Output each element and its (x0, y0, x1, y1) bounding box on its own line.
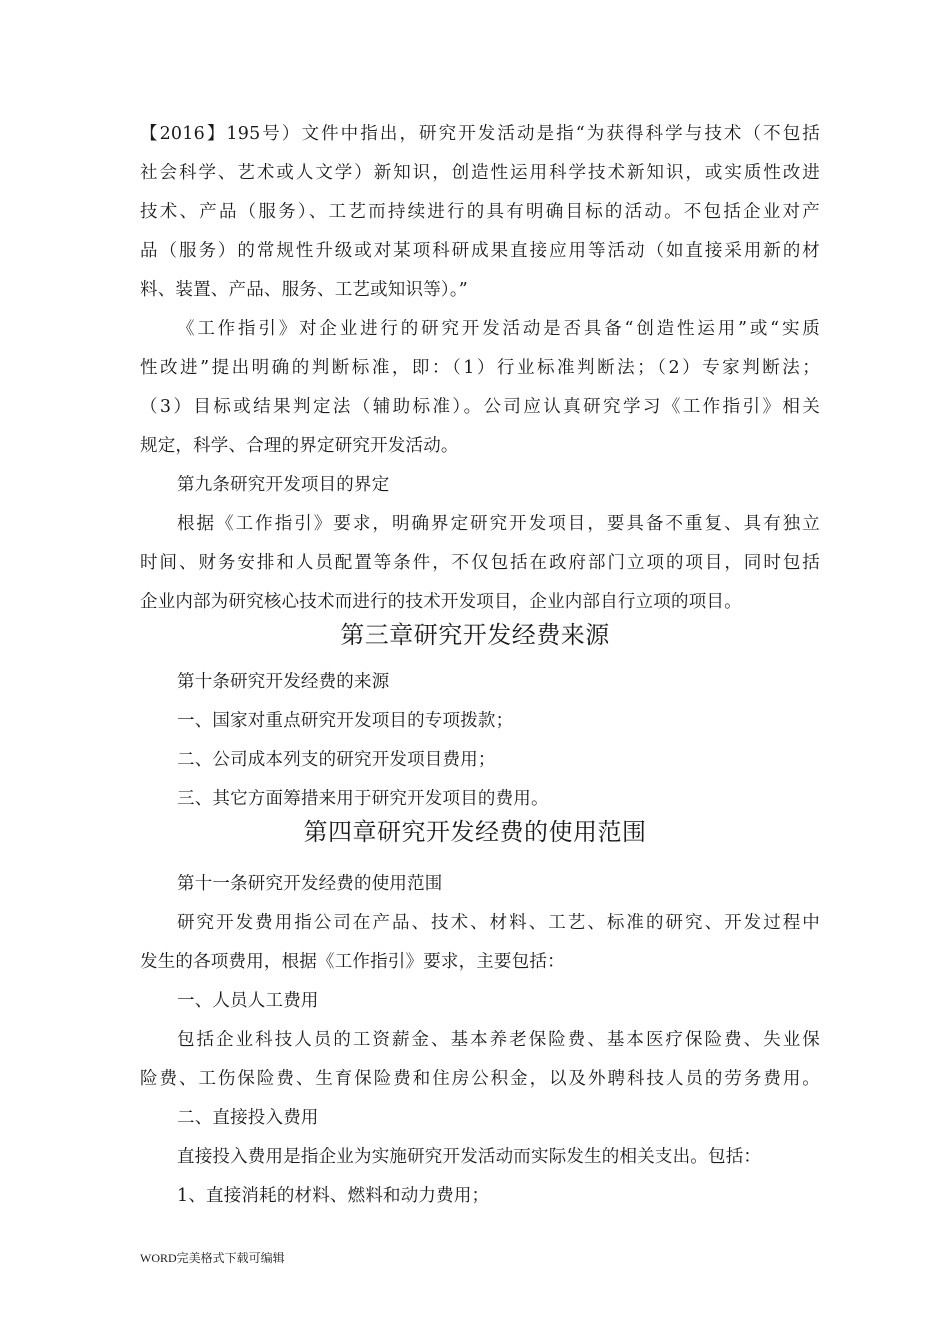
article-9-line-3: 企业内部为研究核心技术而进行的技术开发项目，企业内部自行立项的项目。 (140, 592, 742, 612)
source-item-3: 三、其它方面筹措来用于研究开发项目的费用。 (177, 789, 549, 809)
expense-item-1-line-1: 包括企业科技人员的工资薪金、基本养老保险费、基本医疗保险费、失业保 (177, 1030, 820, 1050)
source-item-1: 一、国家对重点研究开发项目的专项拨款； (177, 711, 514, 731)
article-11-intro-line-1: 研究开发费用指公司在产品、技术、材料、工艺、标准的研究、开发过程中 (177, 913, 820, 933)
chapter-3-heading: 第三章研究开发经费来源 (340, 621, 610, 649)
article-9-title: 第九条研究开发项目的界定 (177, 475, 390, 495)
paragraph-1-line-3: 技术、产品（服务）、工艺而持续进行的具有明确目标的活动。不包括企业对产 (140, 202, 820, 222)
paragraph-2-line-3: （3）目标或结果判定法（辅助标准）。公司应认真研究学习《工作指引》相关 (140, 397, 820, 417)
expense-item-2-sub-1: 1、直接消耗的材料、燃料和动力费用； (177, 1186, 490, 1206)
article-11-intro-line-2: 发生的各项费用，根据《工作指引》要求，主要包括： (140, 952, 565, 972)
expense-item-1-title: 一、人员人工费用 (177, 991, 319, 1011)
article-9-line-2: 时间、财务安排和人员配置等条件，不仅包括在政府部门立项的项目，同时包括 (140, 553, 820, 573)
source-item-2: 二、公司成本列支的研究开发项目费用； (177, 750, 496, 770)
expense-item-2-title: 二、直接投入费用 (177, 1108, 319, 1128)
paragraph-1-line-1: 【2016】195号）文件中指出，研究开发活动是指“为获得科学与技术（不包括 (140, 124, 820, 144)
page-footer: WORD完美格式下载可编辑 (140, 1251, 285, 1265)
expense-item-2-line: 直接投入费用是指企业为实施研究开发活动而实际发生的相关支出。包括： (177, 1147, 762, 1167)
paragraph-1-line-4: 品（服务）的常规性升级或对某项科研成果直接应用等活动（如直接采用新的材 (140, 241, 820, 261)
article-10-title: 第十条研究开发经费的来源 (177, 672, 390, 692)
article-11-title: 第十一条研究开发经费的使用范围 (177, 874, 443, 894)
expense-item-1-line-2: 险费、工伤保险费、生育保险费和住房公积金，以及外聘科技人员的劳务费用。 (140, 1069, 820, 1089)
paragraph-2-line-1: 《工作指引》对企业进行的研究开发活动是否具备“创造性运用”或“实质 (177, 319, 820, 339)
paragraph-2-line-4: 规定，科学、合理的界定研究开发活动。 (140, 436, 459, 456)
article-9-line-1: 根据《工作指引》要求，明确界定研究开发项目，要具备不重复、具有独立 (177, 514, 820, 534)
paragraph-2-line-2: 性改进”提出明确的判断标准，即：（1）行业标准判断法；（2）专家判断法； (140, 358, 820, 378)
paragraph-1-line-5: 料、装置、产品、服务、工艺或知识等）。” (140, 280, 468, 300)
paragraph-1-line-2: 社会科学、艺术或人文学）新知识，创造性运用科学技术新知识，或实质性改进 (140, 163, 820, 183)
chapter-4-heading: 第四章研究开发经费的使用范围 (303, 818, 647, 846)
